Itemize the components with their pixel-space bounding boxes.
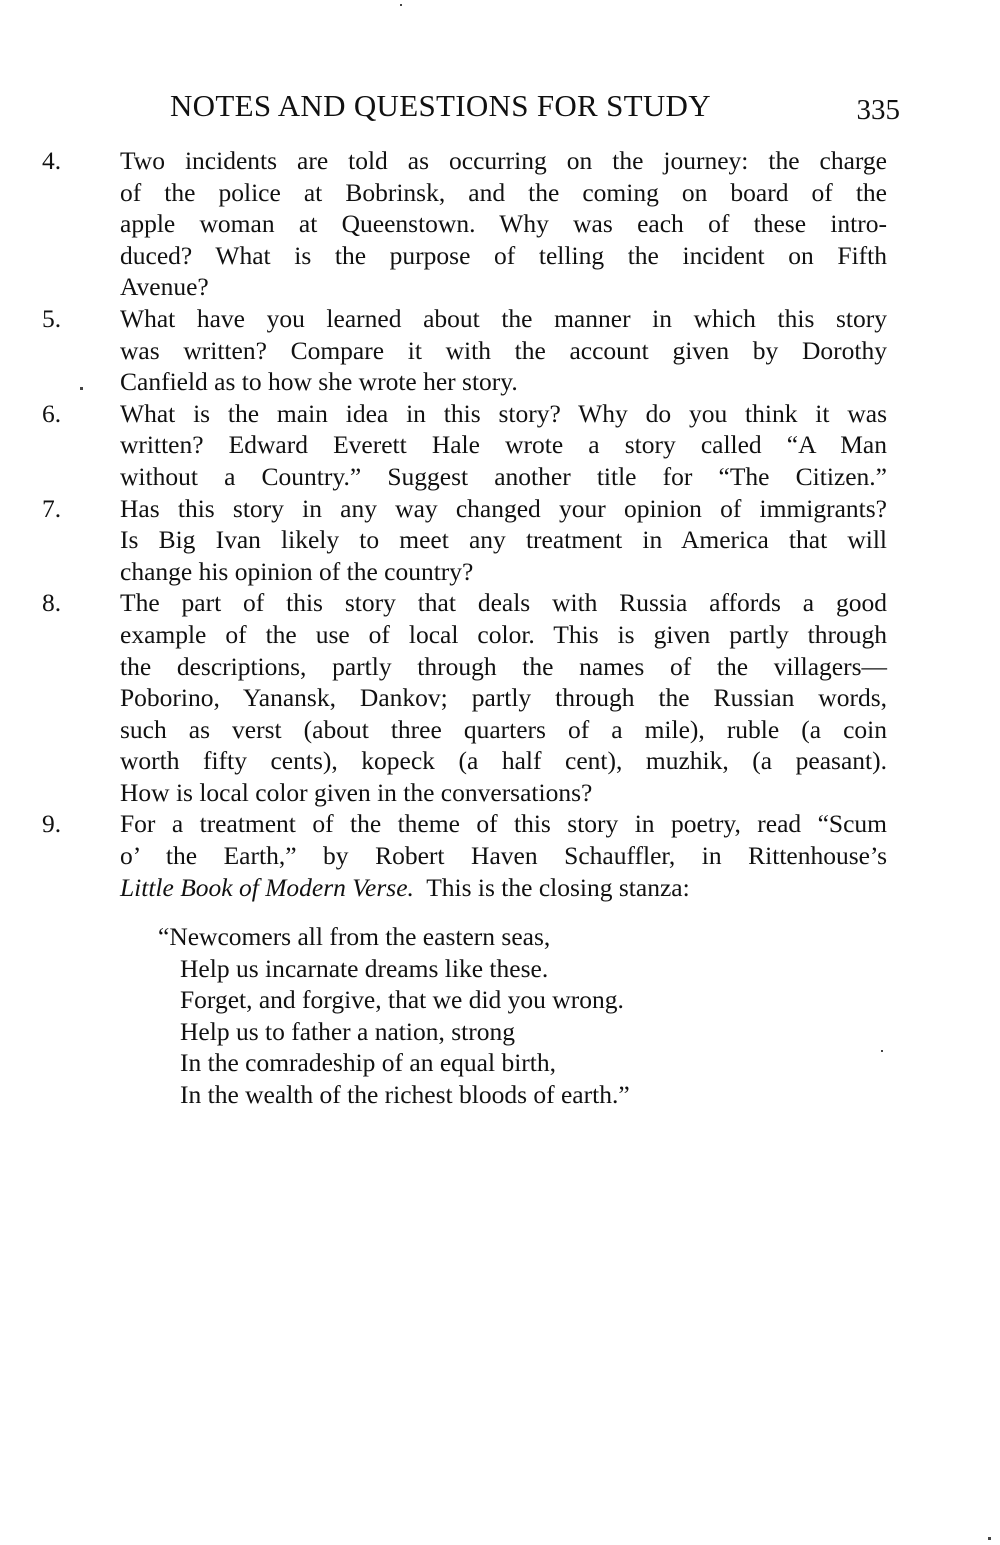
note-line: Poborino, Yanansk, Dankov; partly through the Russian words, [120,683,887,713]
verse-line: “Newcomers all from the eastern seas, [158,922,551,951]
note-item-8 [42,587,887,808]
note-line: written? Edward Everett Hale wrote a story called “A Man [120,430,887,460]
note-number: 4. [42,146,62,175]
poem-stanza [158,921,630,1110]
note-item-9 [42,808,887,903]
verse-line: Help us incarnate dreams like these. [180,953,549,983]
note-item-5 [42,303,887,398]
note-line: The part of this story that deals with Russia affords a good [120,588,887,618]
page-header [170,84,900,128]
running-head: NOTES AND QUESTIONS FOR STUDY [170,88,711,123]
note-line: o’ the Earth,” by Robert Haven Schauffler, in Rittenhouse’s [120,841,887,871]
note-line: Canfield as to how she wrote her story. [120,367,518,397]
scan-speck [881,1050,883,1052]
note-line: Avenue? [120,272,209,302]
note-line: What is the main idea in this story? Why do you think it was [120,398,887,428]
note-number: 6. [42,398,62,428]
note-line [120,872,887,904]
scan-speck [80,387,83,390]
note-line: duced? What is the purpose of telling the incident on Fifth [120,240,887,270]
scan-speck [988,1537,991,1540]
book-title: Little Book of Modern Verse. [120,872,414,902]
note-line-rest: This is the closing stanza: [413,872,690,902]
note-line: Has this story in any way changed your opinion of immigrants? [120,493,887,523]
note-item-6 [42,398,887,493]
verse-line: Help us to father a nation, strong [180,1016,515,1046]
note-number: 5. [42,303,62,333]
scan-speck [400,4,402,6]
note-number: 8. [42,588,62,618]
note-line: apple woman at Queenstown. Why was each of these intro- [120,209,887,239]
note-line: such as verst (about three quarters of a mile), ruble (a coin [120,714,887,744]
note-line: What have you learned about the manner in which this story [120,303,887,333]
verse-line: Forget, and forgive, that we did you wrong. [180,985,624,1014]
note-line: Two incidents are told as occurring on the journey: the charge [120,146,887,175]
note-line: For a treatment of the theme of this story in poetry, read “Scum [120,809,887,839]
note-line: of the police at Bobrinsk, and the coming on board of the [120,177,887,207]
note-line: the descriptions, partly through the names of the villagers— [120,651,887,681]
note-number: 7. [42,493,62,523]
note-line: How is local color given in the conversations? [120,777,593,807]
note-line: change his opinion of the country? [120,556,474,586]
page-number: 335 [856,94,900,126]
note-item-4 [42,145,887,303]
note-number: 9. [42,809,62,839]
note-line: worth fifty cents), kopeck (a half cent), muzhik, (a peasant). [120,746,887,776]
note-line: was written? Compare it with the account given by Dorothy [120,335,887,365]
verse-line: In the comradeship of an equal birth, [180,1048,557,1077]
note-line: example of the use of local color. This is given partly through [120,619,887,649]
note-line: without a Country.” Suggest another title for “The Citizen.” [120,461,887,491]
study-notes-list [0,145,1000,903]
note-item-7 [42,493,887,588]
note-line: Is Big Ivan likely to meet any treatment in America that will [120,525,887,555]
verse-line: In the wealth of the richest bloods of earth.” [180,1079,630,1109]
